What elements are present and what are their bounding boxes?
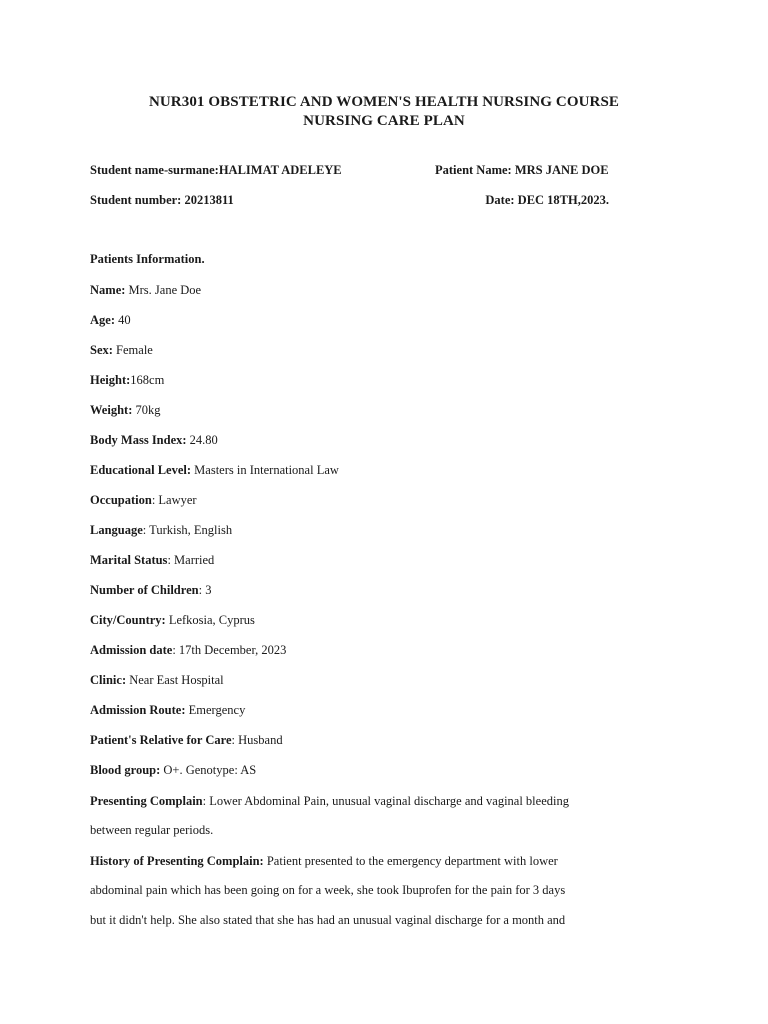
field-value: Near East Hospital	[129, 673, 224, 687]
field-label: Clinic:	[90, 673, 127, 687]
history-line3: but it didn't help. She also stated that she has had an unusual vaginal discharge for a month and	[90, 913, 566, 927]
field-educational-level	[90, 462, 339, 478]
field-sep: :	[142, 523, 150, 537]
field-admission-date	[90, 642, 286, 658]
field-value: Female	[116, 343, 153, 357]
field-value: Husband	[238, 733, 283, 747]
field-label: Number of Children	[90, 583, 199, 597]
field-sep: :	[151, 493, 159, 507]
field-label: Occupation	[90, 493, 152, 507]
field-sep: :	[198, 583, 206, 597]
presenting-complain-line1	[90, 793, 569, 809]
field-value: 3	[205, 583, 212, 597]
field-value: Turkish, English	[149, 523, 233, 537]
field-value: 70kg	[135, 403, 161, 417]
field-age	[90, 312, 131, 328]
field-value: 40	[118, 313, 131, 327]
field-value: Lefkosia, Cyprus	[168, 613, 255, 627]
field-height	[90, 372, 164, 388]
field-marital-status	[90, 552, 214, 568]
field-label: Educational Level:	[90, 463, 192, 477]
field-number-of-children	[90, 582, 211, 598]
section-title-patients-information: Patients Information.	[90, 252, 205, 266]
field-label: Marital Status	[90, 553, 168, 567]
field-bmi	[90, 432, 218, 448]
field-sep: :	[172, 643, 179, 657]
field-clinic	[90, 672, 224, 688]
history-line2: abdominal pain which has been going on for a week, she took Ibuprofen for the pain for 3 days	[90, 883, 566, 897]
field-value: Emergency	[188, 703, 246, 717]
student-name: Student name-surmane:HALIMAT ADELEYE	[90, 163, 342, 177]
field-value: 168cm	[130, 373, 165, 387]
field-label: Name:	[90, 283, 126, 297]
field-weight	[90, 402, 160, 418]
field-occupation	[90, 492, 197, 508]
field-value: 17th December, 2023	[178, 643, 287, 657]
field-label: Language	[90, 523, 143, 537]
document-date: Date: DEC 18TH,2023.	[485, 193, 609, 207]
field-label: Height:	[90, 373, 131, 387]
field-label: Sex:	[90, 343, 113, 357]
field-label: Admission date	[90, 643, 173, 657]
history-text: Patient presented to the emergency department with lower	[263, 854, 558, 868]
history-label: History of Presenting Complain:	[90, 854, 264, 868]
field-relative-for-care	[90, 732, 283, 748]
field-admission-route	[90, 702, 245, 718]
field-label: Patient's Relative for Care	[90, 733, 232, 747]
field-value: O+. Genotype: AS	[163, 763, 257, 777]
field-value: Masters in International Law	[194, 463, 339, 477]
field-label: Admission Route:	[90, 703, 186, 717]
presenting-complain-line2: between regular periods.	[90, 823, 214, 837]
field-value: Married	[174, 553, 215, 567]
field-value: 24.80	[189, 433, 218, 447]
field-sep: :	[167, 553, 175, 567]
presenting-complain-text: : Lower Abdominal Pain, unusual vaginal discharge and vaginal bleeding	[202, 794, 569, 808]
field-language	[90, 522, 232, 538]
document-title-line1: NUR301 OBSTETRIC AND WOMEN'S HEALTH NURSING COURSE	[148, 94, 620, 110]
presenting-complain-label: Presenting Complain	[90, 794, 203, 808]
field-value: Mrs. Jane Doe	[128, 283, 202, 297]
field-value: Lawyer	[158, 493, 197, 507]
document-title-line2: NURSING CARE PLAN	[303, 113, 465, 129]
field-city-country	[90, 612, 255, 628]
field-label: City/Country:	[90, 613, 166, 627]
field-label: Weight:	[90, 403, 133, 417]
field-label: Blood group:	[90, 763, 161, 777]
patient-name: Patient Name: MRS JANE DOE	[435, 163, 609, 177]
field-sep: :	[231, 733, 239, 747]
field-name	[90, 282, 201, 298]
history-line1	[90, 853, 558, 869]
field-label: Body Mass Index:	[90, 433, 187, 447]
field-sex	[90, 342, 153, 358]
student-number: Student number: 20213811	[90, 193, 234, 207]
field-blood-group	[90, 762, 256, 778]
field-label: Age:	[90, 313, 115, 327]
